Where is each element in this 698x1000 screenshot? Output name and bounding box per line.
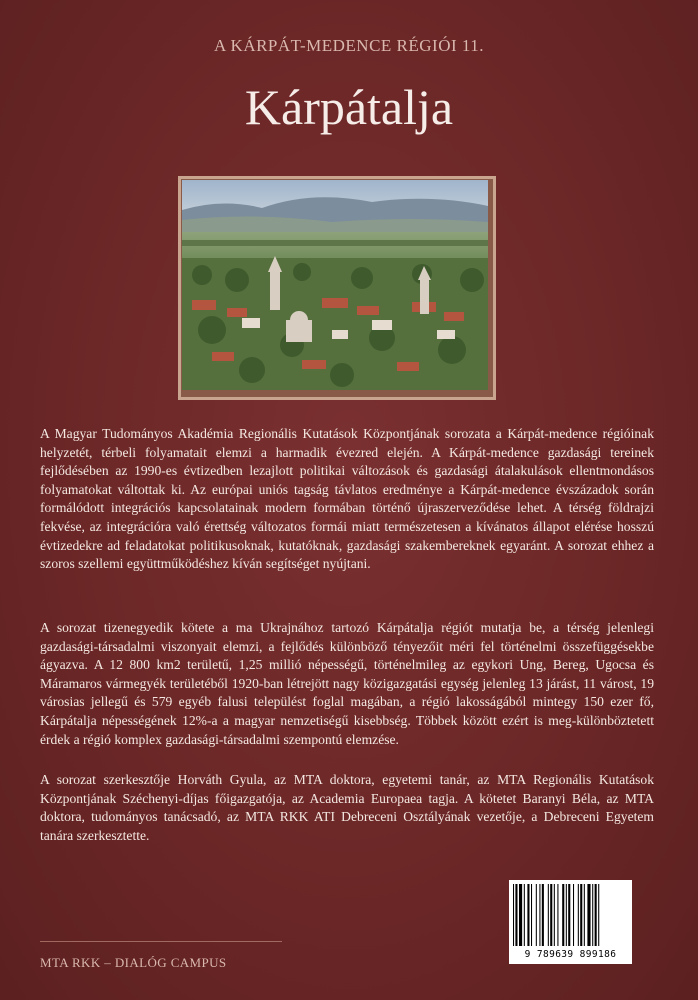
barcode-bar — [519, 884, 522, 946]
barcode-bar — [539, 884, 540, 946]
barcode-bar — [550, 884, 552, 946]
paragraph-text: A sorozat tizenegyedik kötete a ma Ukrajnához tartozó Kárpátalja régiót mutatja be, a térség jelenlegi gazdasági-társadalmi viszonyait elemzi, a fejlődés különböző tényezőit méri fel történelmi összefüggésekbe ágyazva. A 12 800 km2 területű, 1,25 millió népességű, történelmileg az egykori Ung, Bereg, Ugocsa és Máramaros vármegyék területéből 1920-ban létrejött nagy közigazgatási egység jelenleg 13 járást, 11 várost, 19 városias jellegű és 579 egyéb falusi települést foglal magában, a régió lakosságából mintegy 150 ezer fő, Kárpátalja népességének 12%-a a magyar nemzetiségű kisebbség. Többek között ezért is meg-különböztetett érdek a régió komplex gazdasági-társadalmi szempontú elemzése. — [40, 620, 654, 747]
barcode-bar — [557, 884, 558, 946]
divider — [40, 941, 282, 942]
body-paragraph-2 — [40, 619, 654, 749]
barcode-bars — [509, 884, 632, 950]
barcode-bar — [554, 884, 555, 946]
body-paragraph-1 — [40, 425, 654, 574]
barcode-bar — [524, 884, 525, 946]
barcode-bar — [598, 884, 599, 946]
barcode-bar — [527, 884, 529, 946]
book-title: Kárpátalja — [244, 79, 454, 135]
barcode-bar — [595, 884, 597, 946]
publisher-name: MTA RKK – DIALÓG CAMPUS — [40, 955, 227, 970]
barcode-bar — [568, 884, 570, 946]
paragraph-text: A sorozat szerkesztője Horváth Gyula, az MTA doktora, egyetemi tanár, az MTA Regionális Kutatások Központjának Széchenyi-díjas főigazgatója, az Academia Europaea tagja. A kötetet Baranyi Béla, az MTA doktora, tudományos tanácsadó, az MTA RKK ATI Debreceni Osztályának vezetője, a Debreceni Egyetem tanára szerkesztette. — [40, 772, 654, 843]
barcode-bar — [566, 884, 567, 946]
barcode-bar — [531, 884, 532, 946]
barcode-bar — [587, 884, 590, 946]
barcode-bar — [580, 884, 582, 946]
barcode-bar — [515, 884, 517, 946]
isbn-number: 9 789639 899186 — [524, 949, 617, 960]
barcode-bar — [578, 884, 579, 946]
body-paragraph-3 — [40, 771, 654, 845]
paragraph-text: A Magyar Tudományos Akadémia Regionális Kutatások Központjának sorozata a Kárpát-medence régióinak helyzetét, térbeli folyamatait elemzi a harmadik évezred elején. A Kárpát-medence gazdasági tereinek fejlődésében az 1990-es évtizedben lezajlott politikai változások és gazdasági átalakulások ellentmondásos folyamatokat váltottak ki. Az európai uniós tagság távlatos eredménye a Kárpát-medence évszázadok során formálódott integrációs kapcsolatainak modern formában történő újraszerveződése lehet. A térség földrajzi fekvése, az integrációra való érettség változatos formái miatt természetesen a kívánatos állapot elérése hosszú évtizedekre ad feladatokat politikusoknak, kutatóknak, gazdasági szakembereknek egyaránt. A sorozat ehhez a szoros szellemi együttműködéshez kíván segítséget nyújtani. — [40, 426, 654, 572]
barcode-bar — [592, 884, 593, 946]
barcode-bar — [573, 884, 574, 946]
barcode-bar — [548, 884, 549, 946]
town-landscape-photo — [182, 180, 488, 390]
barcode-bar — [584, 884, 585, 946]
barcode-bar — [536, 884, 537, 946]
barcode-bar — [542, 884, 544, 946]
barcode-bar — [513, 884, 514, 946]
series-title: A KÁRPÁT-MEDENCE RÉGIÓI 11. — [213, 36, 485, 55]
barcode-bar — [562, 884, 564, 946]
